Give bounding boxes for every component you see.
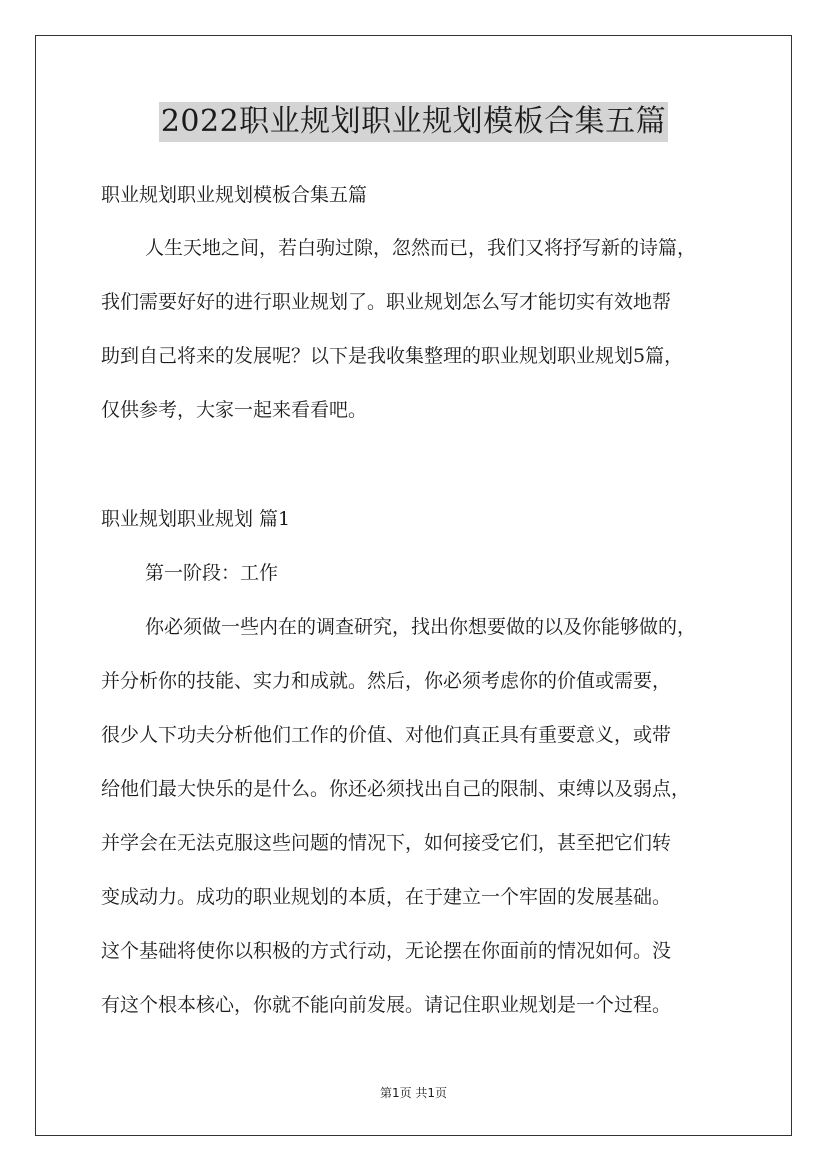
intro-line: 我们需要好好的进行职业规划了。职业规划怎么写才能切实有效地帮: [101, 291, 672, 313]
body-line: 这个基础将使你以积极的方式行动，无论摆在你面前的情况如何。没: [101, 940, 672, 962]
body-line: 你必须做一些内在的调查研究，找出你想要做的以及你能够做的，: [145, 616, 697, 638]
intro-line: 助到自己将来的发展呢？以下是我收集整理的职业规划职业规划5篇，: [101, 345, 684, 367]
intro-line: 仅供参考，大家一起来看看吧。: [101, 399, 368, 421]
body-line: 并学会在无法克服这些问题的情况下，如何接受它们，甚至把它们转: [101, 832, 672, 854]
body-line: 给他们最大快乐的是什么。你还必须找出自己的限制、束缚以及弱点，: [101, 778, 691, 800]
document-title: 2022职业规划职业规划模板合集五篇: [0, 101, 827, 142]
body-line: 变成动力。成功的职业规划的本质，在于建立一个牢固的发展基础。: [101, 886, 672, 908]
body-line: 有这个根本核心，你就不能向前发展。请记住职业规划是一个过程。: [101, 994, 672, 1016]
document-subtitle: 职业规划职业规划模板合集五篇: [101, 184, 368, 206]
intro-line: 人生天地之间，若白驹过隙，忽然而已，我们又将抒写新的诗篇，: [145, 237, 697, 259]
page-number-footer: 第1页 共1页: [379, 1086, 448, 1100]
stage-heading: 第一阶段：工作: [145, 562, 279, 584]
section-heading: 职业规划职业规划 篇1: [101, 508, 291, 530]
body-line: 并分析你的技能、实力和成就。然后，你必须考虑你的价值或需要，: [101, 670, 672, 692]
body-line: 很少人下功夫分析他们工作的价值、对他们真正具有重要意义，或带: [101, 724, 672, 746]
